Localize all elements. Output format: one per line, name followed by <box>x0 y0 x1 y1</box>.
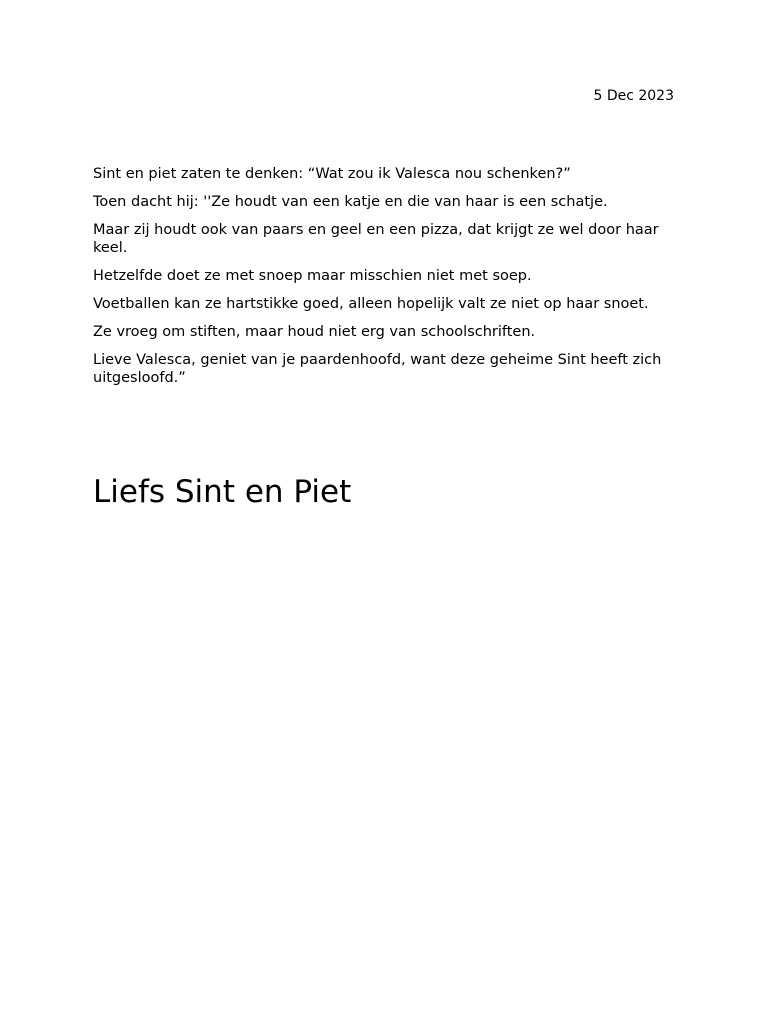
poem-line: Maar zij houdt ook van paars en geel en een pizza, dat krijgt ze wel door haar keel. <box>93 222 659 256</box>
poem-line: Toen dacht hij: ''Ze houdt van een katje en die van haar is een schatje. <box>93 194 608 210</box>
poem-line: Hetzelfde doet ze met snoep maar misschien niet met soep. <box>93 268 532 284</box>
poem-line: Voetballen kan ze hartstikke goed, alleen hopelijk valt ze niet op haar snoet. <box>93 296 649 312</box>
signature-heading: Liefs Sint en Piet <box>93 474 352 510</box>
poem-line: Lieve Valesca, geniet van je paardenhoofd, want deze geheime Sint heeft zich uitgesloofd.” <box>93 352 662 386</box>
document-date: 5 Dec 2023 <box>593 88 674 104</box>
poem-line: Ze vroeg om stiften, maar houd niet erg van schoolschriften. <box>93 324 536 340</box>
poem-body <box>93 165 683 397</box>
poem-line: Sint en piet zaten te denken: “Wat zou ik Valesca nou schenken?” <box>93 166 571 182</box>
